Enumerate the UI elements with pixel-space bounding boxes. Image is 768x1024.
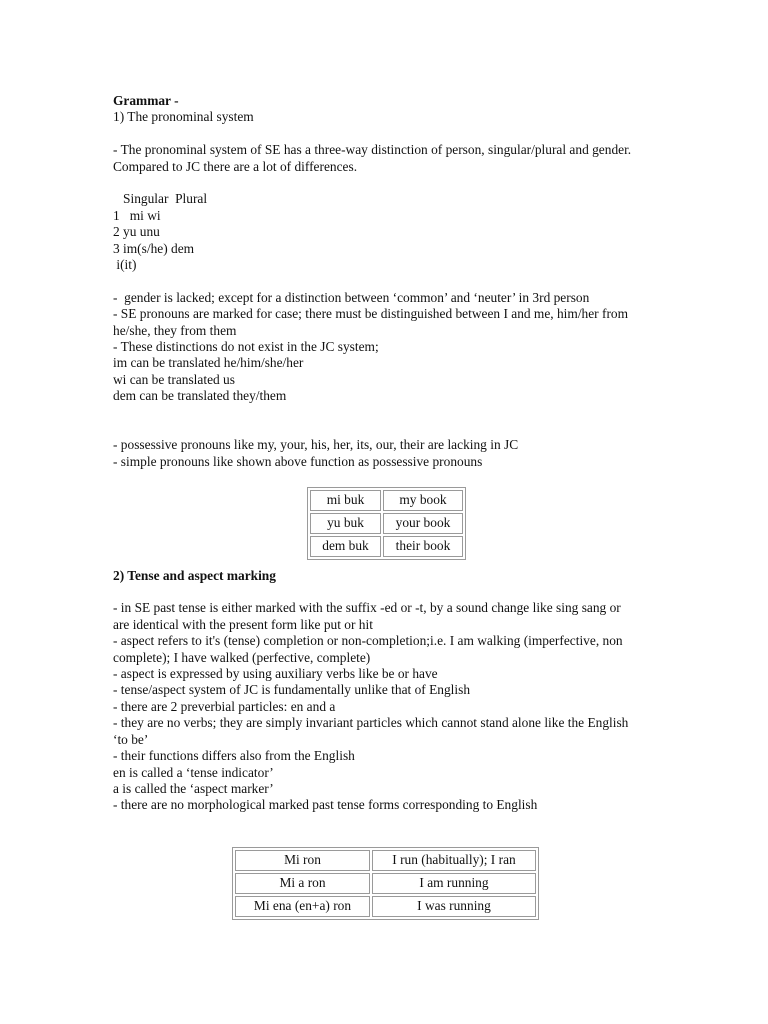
section-2-note: - they are no verbs; they are simply invariant particles which cannot stand alone like the English [113, 715, 629, 731]
table-row [310, 536, 463, 557]
section-1-note: - These distinctions do not exist in the JC system; [113, 339, 379, 355]
document-page [113, 93, 733, 920]
section-2-note: - there are 2 preverbial particles: en and a [113, 698, 336, 714]
section-2-note: - their functions differs also from the English [113, 748, 355, 764]
pronoun-row: i(it) [113, 257, 137, 273]
table-cell: Mi ron [235, 850, 370, 871]
section-1-note: - SE pronouns are marked for case; there must be distinguished between I and me, him/her from [113, 306, 629, 322]
pronoun-row: 2 yu unu [113, 224, 160, 240]
section-2-note: - there are no morphological marked past tense forms corresponding to English [113, 797, 538, 813]
section-2-note: ‘to be’ [113, 731, 149, 747]
table-cell: dem buk [310, 536, 381, 557]
section-2-note: complete); I have walked (perfective, complete) [113, 649, 371, 665]
possessive-note: - simple pronouns like shown above function as possessive pronouns [113, 453, 483, 469]
section-2-note: - in SE past tense is either marked with the suffix -ed or -t, by a sound change like sing sang or [113, 600, 621, 616]
section-1-note: wi can be translated us [113, 371, 235, 387]
section-2-note: - tense/aspect system of JC is fundamentally unlike that of English [113, 682, 471, 698]
table-cell: Mi ena (en+a) ron [235, 896, 370, 917]
table-row [310, 490, 463, 511]
section-1-intro-line: Compared to JC there are a lot of differences. [113, 158, 358, 174]
table-cell: your book [383, 513, 463, 534]
table-row [235, 873, 536, 894]
table-cell: I was running [372, 896, 536, 917]
section-1-note: - gender is lacked; except for a distinction between ‘common’ and ‘neuter’ in 3rd person [113, 289, 590, 305]
table-row [235, 850, 536, 871]
table-cell: Mi a ron [235, 873, 370, 894]
table-row [310, 513, 463, 534]
possessive-table [307, 487, 466, 560]
table-cell: mi buk [310, 490, 381, 511]
section-2-note: - aspect refers to it's (tense) completion or non-completion;i.e. I am walking (imperfective, non [113, 633, 623, 649]
pronoun-row: 1 mi wi [113, 207, 161, 223]
section-2-note: are identical with the present form like put or hit [113, 616, 373, 632]
table-cell: yu buk [310, 513, 381, 534]
section-2-title: 2) Tense and aspect marking [113, 567, 276, 583]
tense-aspect-table [232, 847, 539, 920]
table-cell: their book [383, 536, 463, 557]
table-cell: I am running [372, 873, 536, 894]
section-2-note: - aspect is expressed by using auxiliary verbs like be or have [113, 666, 438, 682]
pronoun-header: Singular Plural [113, 191, 208, 207]
section-1-title: 1) The pronominal system [113, 109, 254, 125]
pronoun-row: 3 im(s/he) dem [113, 240, 195, 256]
table-row [235, 896, 536, 917]
document-heading: Grammar - [113, 93, 179, 108]
section-1-intro-line: - The pronominal system of SE has a three-way distinction of person, singular/plural and gender. [113, 142, 632, 158]
possessive-note: - possessive pronouns like my, your, his, her, its, our, their are lacking in JC [113, 437, 519, 453]
section-2-note: a is called the ‘aspect marker’ [113, 780, 274, 796]
section-1-note: dem can be translated they/them [113, 388, 287, 404]
section-1-note: im can be translated he/him/she/her [113, 355, 304, 371]
section-1-note: he/she, they from them [113, 322, 237, 338]
table-cell: my book [383, 490, 463, 511]
section-2-note: en is called a ‘tense indicator’ [113, 764, 274, 780]
table-cell: I run (habitually); I ran [372, 850, 536, 871]
